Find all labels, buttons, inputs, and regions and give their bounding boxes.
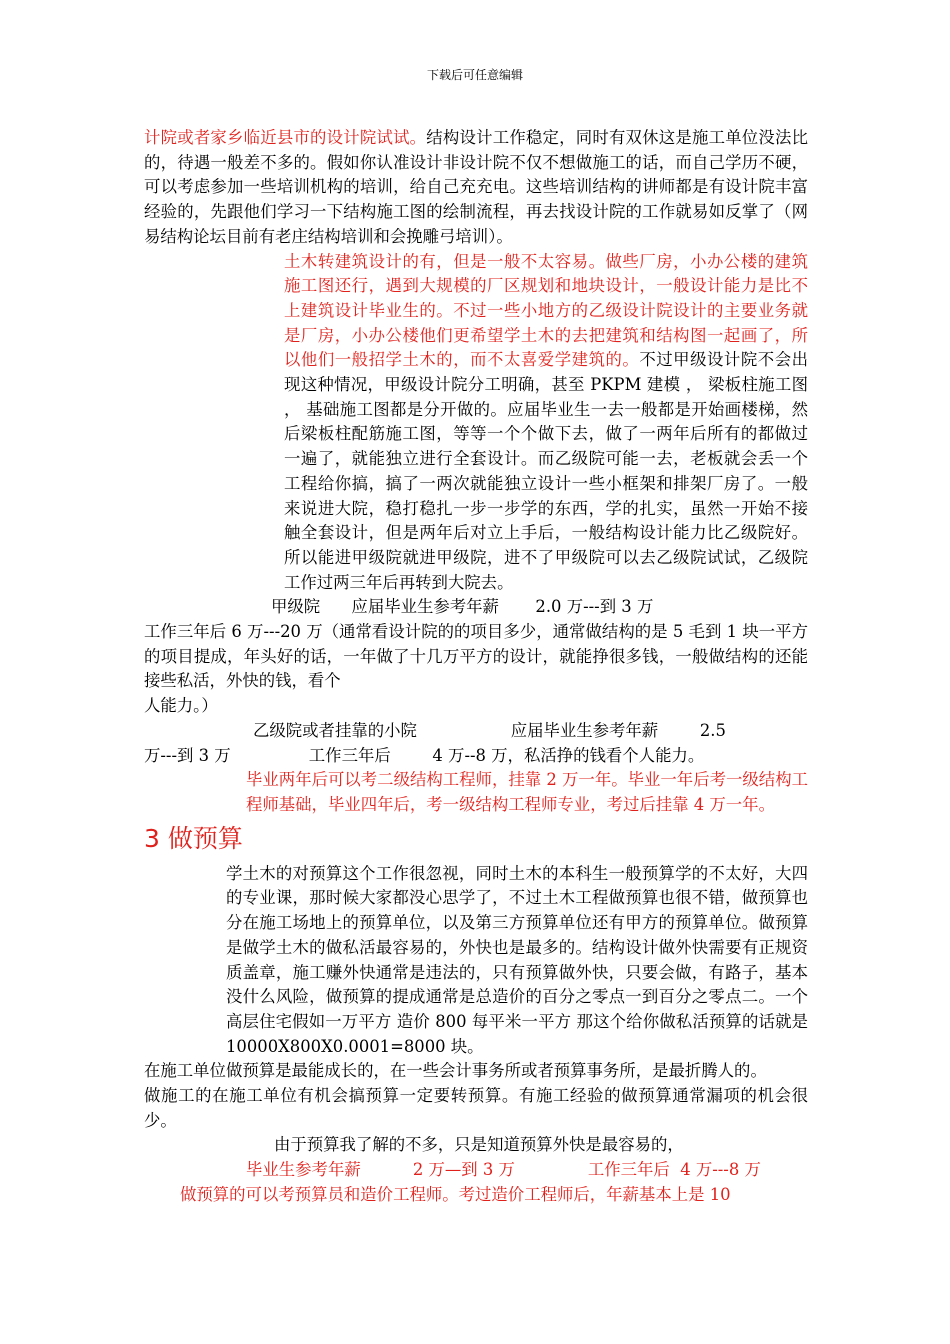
page-header: 下载后可任意编辑 xyxy=(426,68,523,82)
paragraph-design-institute xyxy=(144,126,808,250)
salary-grade-a-detail: 工作三年后 6 万---20 万（通常看设计院的的项目多少，通常做结构的是 5 毛到 1 块一平方的项目提成，年头好的话，一年做了十几万平方的设计，就能挣很多钱，一般做结构的还能接些私活，外快的钱，看个 xyxy=(144,622,808,691)
paragraph-certification: 毕业两年后可以考二级结构工程师，挂靠 2 万一年。毕业一年后考一级结构工程师基础，毕业四年后，考一级结构工程师专业，考过后挂靠 4 万一年。 xyxy=(246,770,808,814)
body-text: 不过甲级设计院不会出现这种情况，甲级设计院分工明确，甚至 PKPM 建模 ， 梁板柱施工图 ， 基础施工图都是分开做的。应届毕业生一去一般都是开始画楼梯，然后梁板柱配筋施工图，等等一个个做下去，做了一两年后所有的都做过一遍了，就能独立进行全套设计。而乙级院可能一去，老板就会丢一个工程给你搞，搞了一两次就能独立设计一些小框架和排架厂房了。一般来说进大院，稳打稳扎一步一步学的东西，学的扎实，虽然一开始不接触全套设计，但是两年后对立上手后，一般结构设计能力比乙级院好。所以能进甲级院就进甲级院，进不了甲级院可以去乙级院试试，乙级院工作过两三年后再转到大院去。 xyxy=(284,350,809,592)
document-body xyxy=(144,126,808,1208)
red-highlight-text: 计院或者家乡临近县市的设计院试试。 xyxy=(144,128,427,147)
salary-grade-a-end: 人能力。） xyxy=(144,696,218,716)
paragraph-architecture-design xyxy=(144,250,808,596)
salary-grade-b-detail: 万---到 3 万 工作三年后 4 万--8 万，私活挣的钱看个人能力。 xyxy=(144,745,705,765)
paragraph-budget-note: 由于预算我了解的不多，只是知道预算外快是最容易的， xyxy=(274,1135,684,1155)
paragraph-budget-cert: 做预算的可以考预算员和造价工程师。考过造价工程师后，年薪基本上是 10 xyxy=(180,1184,731,1204)
salary-grade-a-line: 甲级院 应届毕业生参考年薪 2.0 万---到 3 万 xyxy=(271,597,654,617)
salary-budget-line: 毕业生参考年薪 2 万—到 3 万 工作三年后 4 万---8 万 xyxy=(246,1160,761,1180)
salary-grade-b-line: 乙级院或者挂靠的小院 应届毕业生参考年薪 2.5 xyxy=(253,720,726,740)
paragraph-budget-intro: 学土木的对预算这个工作很忽视，同时土木的本科生一般预算学的不太好，大四的专业课，那时候大家都没心思学了，不过土木工程做预算也很不错，做预算也分在施工场地上的预算单位，以及第三方预算单位还有甲方的预算单位。做预算是做学土木的做私活最容易的，外快也是最多的。结构设计做外快需要有正规资质盖章，施工赚外快通常是违法的，只有预算做外快，只要会做，有路子，基本没什么风险，做预算的提成通常是总造价的百分之零点一到百分之零点二。一个高层住宅假如一万平方 造价 800 每平米一平方 那这个给你做私活预算的话就是 10000X800X0.0001=8000 块。 xyxy=(226,863,808,1056)
body-text: 结构设计工作稳定，同时有双休这是施工单位没法比的，待遇一般差不多的。假如你认准设计非设计院不仅不想做施工的话，而自己学历不硬，可以考虑参加一些培训机构的培训，给自己充充电。这些培训结构的讲师都是有设计院丰富经验的，先跟他们学习一下结构施工图的绘制流程，再去找设计院的工作就易如反掌了（网易结构论坛目前有老庄结构培训和会挽雕弓培训）。 xyxy=(144,128,809,246)
paragraph-budget-growth: 在施工单位做预算是最能成长的，在一些会计事务所或者预算事务所，是最折腾人的。 xyxy=(144,1061,767,1081)
paragraph-budget-switch: 做施工的在施工单位有机会搞预算一定要转预算。有施工经验的做预算通常漏项的机会很少。 xyxy=(144,1086,808,1130)
section-heading: 3 做预算 xyxy=(144,823,243,853)
red-highlight-text: 土木转建筑设计的有，但是一般不太容易。做些厂房，小办公楼的建筑施工图还行，遇到大规模的厂区规划和地块设计，一般设计能力是比不上建筑设计毕业生的。不过一些小地方的乙级设计院设计的主要业务就是厂房，小办公楼他们更希望学土木的去把建筑和结构图一起画了，所以他们一般招学土木的，而不太喜爱学建筑的。 xyxy=(284,251,808,370)
